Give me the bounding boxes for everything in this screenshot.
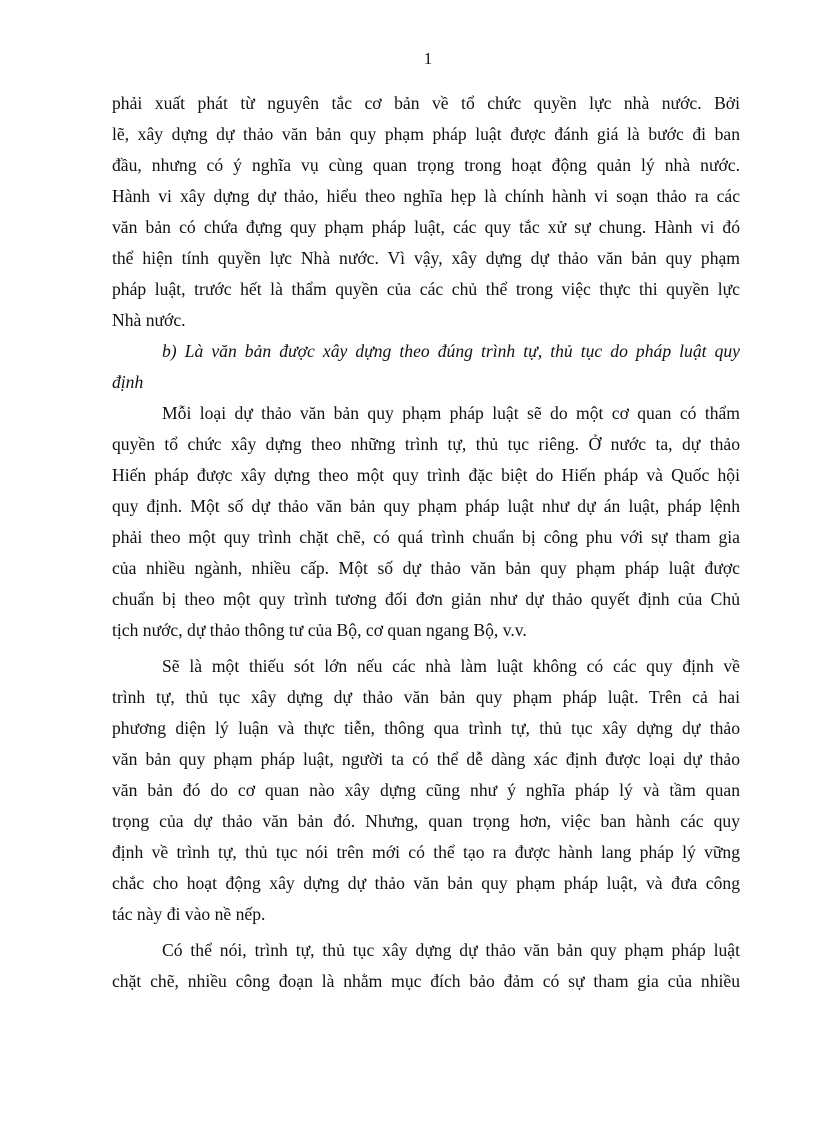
paragraph xyxy=(112,651,740,930)
text-line: của nhiều ngành, nhiều cấp. Một số dự thảo văn bản quy phạm pháp luật được xyxy=(112,558,740,578)
text-line: đầu, nhưng có ý nghĩa vụ cùng quan trọng trong hoạt động quản lý nhà nước. xyxy=(112,155,740,175)
text-line: trọng của dự thảo văn bản đó. Nhưng, quan trọng hơn, việc ban hành các quy xyxy=(112,811,740,831)
text-line: quy định. Một số dự thảo văn bản quy phạm pháp luật như dự án luật, pháp lệnh xyxy=(112,496,740,516)
text-line: Hành vi xây dựng dự thảo, hiểu theo nghĩa hẹp là chính hành vi soạn thảo ra các xyxy=(112,186,740,206)
text-line: văn bản có chứa đựng quy phạm pháp luật, các quy tắc xử sự chung. Hành vi đó xyxy=(112,217,740,237)
page-number: 1 xyxy=(423,49,433,68)
paragraph xyxy=(112,88,740,336)
text-line: phương diện lý luận và thực tiễn, thông qua trình tự, thủ tục xây dựng dự thảo xyxy=(112,718,740,738)
text-line: văn bản đó do cơ quan nào xây dựng cũng như ý nghĩa pháp lý và tầm quan xyxy=(112,780,740,800)
text-line: định xyxy=(112,372,144,392)
text-line: chặt chẽ, nhiều công đoạn là nhằm mục đích bảo đảm có sự tham gia của nhiều xyxy=(112,971,740,991)
text-line: tịch nước, dự thảo thông tư của Bộ, cơ quan ngang Bộ, v.v. xyxy=(112,620,527,640)
text-line: Có thể nói, trình tự, thủ tục xây dựng dự thảo văn bản quy phạm pháp luật xyxy=(162,940,740,960)
text-line: thể hiện tính quyền lực Nhà nước. Vì vậy, xây dựng dự thảo văn bản quy phạm xyxy=(112,248,740,268)
text-line: pháp luật, trước hết là thẩm quyền của các chủ thể trong việc thực thi quyền lực xyxy=(112,279,740,299)
document-body xyxy=(112,88,740,997)
paragraph xyxy=(112,935,740,997)
text-line: quyền tổ chức xây dựng theo những trình tự, thủ tục riêng. Ở nước ta, dự thảo xyxy=(112,434,740,454)
text-line: tác này đi vào nề nếp. xyxy=(112,904,266,924)
text-line: Nhà nước. xyxy=(112,310,186,330)
text-line: lẽ, xây dựng dự thảo văn bản quy phạm pháp luật được đánh giá là bước đi ban xyxy=(112,124,740,144)
text-line: Sẽ là một thiếu sót lớn nếu các nhà làm luật không có các quy định về xyxy=(162,656,740,676)
paragraph xyxy=(112,398,740,646)
text-line: b) Là văn bản được xây dựng theo đúng trình tự, thủ tục do pháp luật quy xyxy=(162,341,740,361)
text-line: định về trình tự, thủ tục nói trên mới có thể tạo ra được hành lang pháp lý vững xyxy=(112,842,740,862)
text-line: văn bản quy phạm pháp luật, người ta có thể dễ dàng xác định được loại dự thảo xyxy=(112,749,740,769)
text-line: Mỗi loại dự thảo văn bản quy phạm pháp luật sẽ do một cơ quan có thẩm xyxy=(162,403,740,423)
text-line: chuẩn bị theo một quy trình tương đối đơn giản như dự thảo quyết định của Chủ xyxy=(112,589,740,609)
section-heading xyxy=(112,336,740,398)
text-line: phải theo một quy trình chặt chẽ, có quá trình chuẩn bị công phu với sự tham gia xyxy=(112,527,740,547)
text-line: chắc cho hoạt động xây dựng dự thảo văn bản quy phạm pháp luật, và đưa công xyxy=(112,873,740,893)
text-line: Hiến pháp được xây dựng theo một quy trình đặc biệt do Hiến pháp và Quốc hội xyxy=(112,465,740,485)
text-line: phải xuất phát từ nguyên tắc cơ bản về tổ chức quyền lực nhà nước. Bởi xyxy=(112,93,740,113)
text-line: trình tự, thủ tục xây dựng dự thảo văn bản quy phạm pháp luật. Trên cả hai xyxy=(112,687,740,707)
